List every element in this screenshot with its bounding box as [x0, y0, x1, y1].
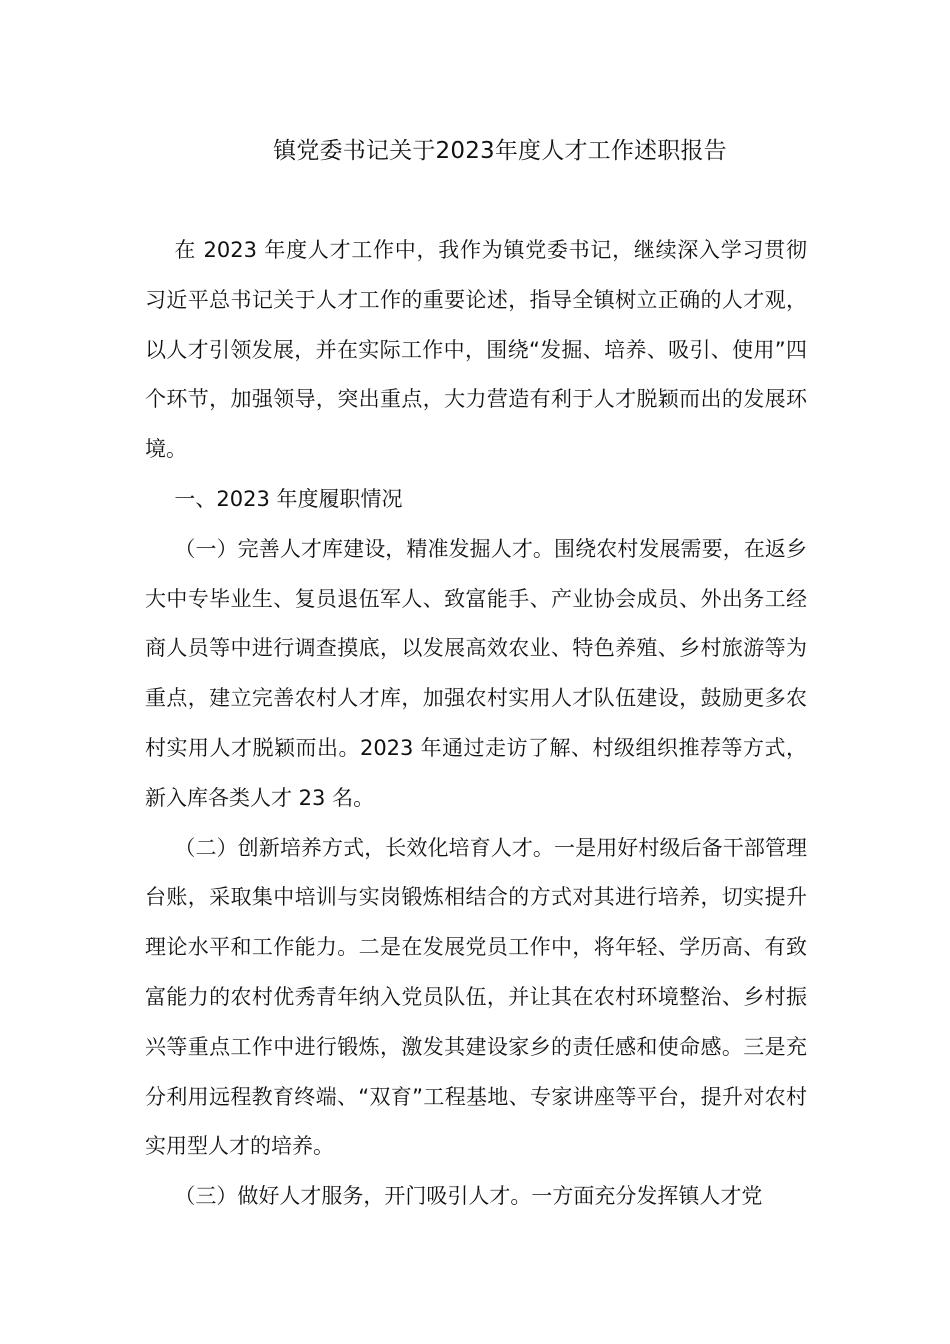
section-paragraph-2: （二）创新培养方式，长效化培育人才。一是用好村级后备干部管理台账，采取集中培训与实岗锻炼相结合的方式对其进行培养，切实提升理论水平和工作能力。二是在发展党员工作中，将年轻、学历高、有致富能力的农村优秀青年纳入党员队伍，并让其在农村环境整治、乡村振兴等重点工作中进行锻炼，激发其建设家乡的责任感和使命感。三是充分利用远程教育终端、“双育”工程基地、专家讲座等平台，提升对农村实用型人才的培养。	[145, 835, 807, 1159]
intro-paragraph: 在 2023 年度人才工作中，我作为镇党委书记，继续深入学习贯彻习近平总书记关于人才工作的重要论述，指导全镇树立正确的人才观，以人才引领发展，并在实际工作中，围绕“发掘、培养、吸引、使用”四个环节，加强领导，突出重点，大力营造有利于人才脱颖而出的发展环境。	[145, 238, 807, 462]
section-paragraph-1: （一）完善人才库建设，精准发掘人才。围绕农村发展需要，在返乡大中专毕业生、复员退伍军人、致富能手、产业协会成员、外出务工经商人员等中进行调查摸底，以发展高效农业、特色养殖、乡村旅游等为重点，建立完善农村人才库，加强农村实用人才队伍建设，鼓励更多农村实用人才脱颖而出。2023 年通过走访了解、村级组织推荐等方式，新入库各类人才 23 名。	[145, 536, 807, 810]
document-body	[145, 226, 807, 1222]
document-title: 镇党委书记关于2023年度人才工作述职报告	[273, 138, 727, 164]
section-heading: 一、2023 年度履职情况	[174, 486, 403, 511]
section-paragraph-3: （三）做好人才服务，开门吸引人才。一方面充分发挥镇人才党	[174, 1184, 763, 1209]
